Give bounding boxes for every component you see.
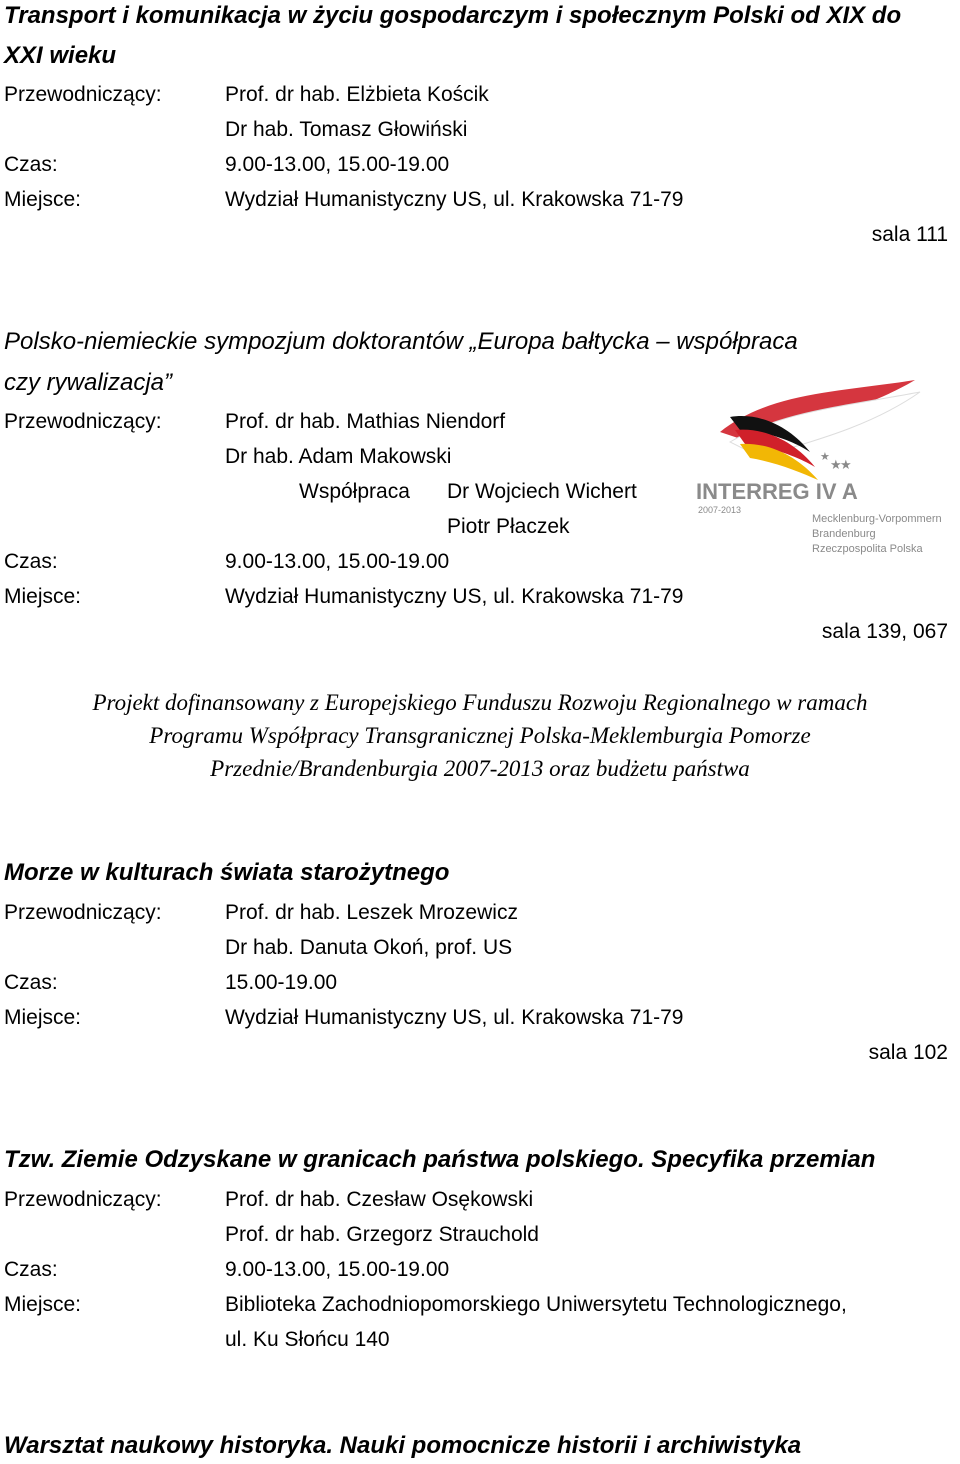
place-value: Biblioteka Zachodniopomorskiego Uniwersytetu Technologicznego,: [225, 1293, 847, 1316]
time-label: Czas:: [4, 153, 58, 176]
coop-label: Współpraca: [299, 480, 410, 503]
chair-label: Przewodniczący:: [4, 410, 162, 433]
section4-title: Tzw. Ziemie Odzyskane w granicach państwa polskiego. Specyfika przemian: [4, 1146, 876, 1173]
interreg-logo-name: INTERREG IV A: [696, 479, 858, 504]
chair-name: Dr hab. Danuta Okoń, prof. US: [225, 936, 513, 959]
time-value: 9.00-13.00, 15.00-19.00: [225, 153, 450, 176]
logo-region: Brandenburg: [812, 528, 876, 540]
place-label: Miejsce:: [4, 188, 82, 211]
room-value: sala 139, 067: [821, 620, 948, 643]
section3-title: Morze w kulturach świata starożytnego: [4, 859, 450, 886]
star-icon: ★: [820, 450, 830, 463]
chair-name: Prof. dr hab. Elżbieta Kościk: [225, 83, 489, 106]
chair-label: Przewodniczący:: [4, 901, 162, 924]
room-value: sala 102: [868, 1041, 948, 1064]
time-label: Czas:: [4, 550, 58, 573]
funding-note-line: Przednie/Brandenburgia 2007-2013 oraz budżetu państwa: [210, 756, 750, 781]
chair-label: Przewodniczący:: [4, 83, 162, 106]
room-value: sala 111: [871, 223, 948, 246]
chair-name: Prof. dr hab. Czesław Osękowski: [225, 1188, 534, 1211]
time-value: 9.00-13.00, 15.00-19.00: [225, 550, 450, 573]
place-value: Wydział Humanistyczny US, ul. Krakowska 71-79: [225, 1006, 684, 1029]
section5-title: Warsztat naukowy historyka. Nauki pomocnicze historii i archiwistyka: [4, 1432, 802, 1459]
section1-title-line2: XXI wieku: [4, 42, 117, 69]
star-icon: ★: [840, 458, 852, 473]
interreg-logo: [690, 372, 960, 562]
funding-note-line: Projekt dofinansowany z Europejskiego Funduszu Rozwoju Regionalnego w ramach: [92, 690, 868, 715]
place-value: ul. Ku Słońcu 140: [225, 1328, 390, 1351]
time-label: Czas:: [4, 971, 58, 994]
time-value: 9.00-13.00, 15.00-19.00: [225, 1258, 450, 1281]
star-icon: ★: [830, 458, 842, 473]
logo-region: Mecklenburg-Vorpommern: [812, 513, 942, 525]
section2-title-line1: Polsko-niemieckie sympozjum doktorantów „Europa bałtycka – współpraca: [4, 328, 798, 355]
funding-note-line: Programu Współpracy Transgranicznej Polska-Meklemburgia Pomorze: [149, 723, 811, 748]
interreg-logo-years: 2007-2013: [698, 505, 742, 515]
place-label: Miejsce:: [4, 1006, 82, 1029]
chair-label: Przewodniczący:: [4, 1188, 162, 1211]
interreg-flag-graphic: [690, 372, 960, 562]
chair-name: Prof. dr hab. Leszek Mrozewicz: [225, 901, 518, 924]
place-label: Miejsce:: [4, 1293, 82, 1316]
coop-name: Dr Wojciech Wichert: [447, 480, 637, 503]
section1-title-line1: Transport i komunikacja w życiu gospodarczym i społecznym Polski od XIX do: [4, 2, 902, 29]
logo-region: Rzeczpospolita Polska: [812, 543, 923, 555]
time-value: 15.00-19.00: [225, 971, 338, 994]
chair-name: Dr hab. Tomasz Głowiński: [225, 118, 468, 141]
place-value: Wydział Humanistyczny US, ul. Krakowska 71-79: [225, 585, 684, 608]
place-label: Miejsce:: [4, 585, 82, 608]
chair-name: Prof. dr hab. Grzegorz Strauchold: [225, 1223, 539, 1246]
coop-name: Piotr Płaczek: [447, 515, 570, 538]
time-label: Czas:: [4, 1258, 58, 1281]
chair-name: Dr hab. Adam Makowski: [225, 445, 452, 468]
place-value: Wydział Humanistyczny US, ul. Krakowska 71-79: [225, 188, 684, 211]
section2-title-line2: czy rywalizacja”: [4, 369, 173, 396]
chair-name: Prof. dr hab. Mathias Niendorf: [225, 410, 506, 433]
